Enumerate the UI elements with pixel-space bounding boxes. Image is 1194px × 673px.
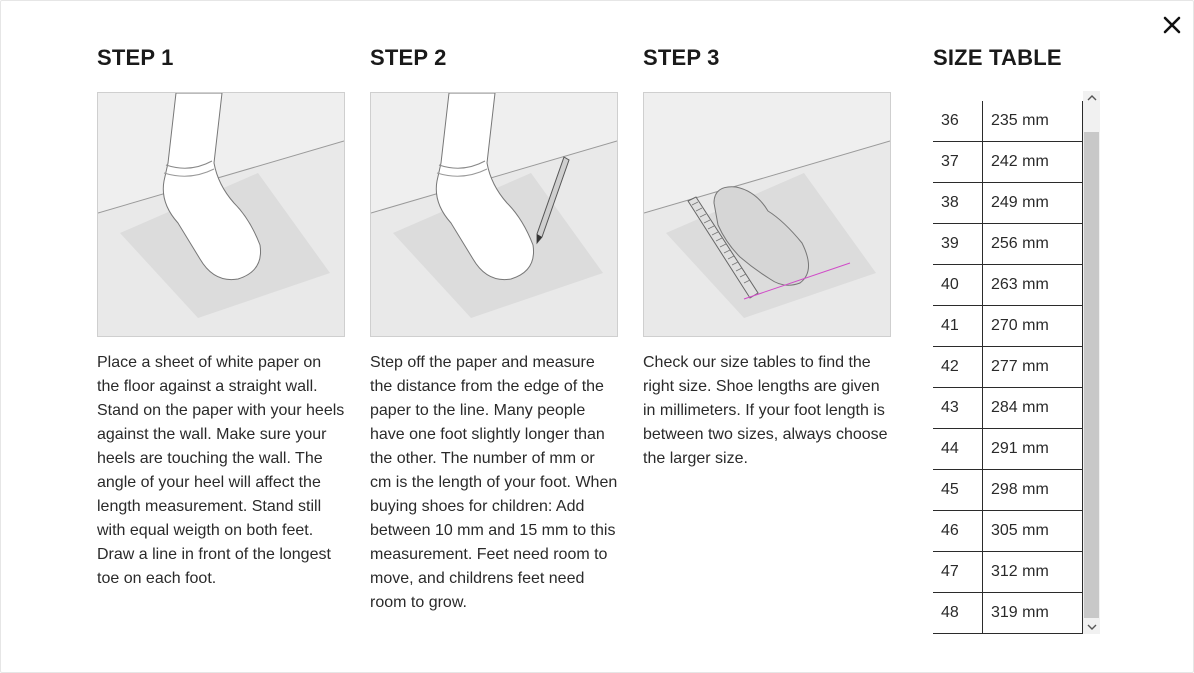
size-table-rows: [933, 101, 1083, 634]
table-row: [933, 306, 1083, 347]
step-3: [643, 43, 893, 467]
size-cell: 42: [933, 347, 983, 387]
length-cell: 263 mm: [983, 265, 1083, 305]
size-cell: 39: [933, 224, 983, 264]
step-3-illustration: [643, 92, 891, 337]
table-row: [933, 593, 1083, 634]
footprint-and-ruler-illustration: [644, 93, 890, 336]
step-2-description: Step off the paper and measure the distance from the edge of the paper to the line. Many people have one foot slightly longer than the other. The number of mm or cm is the length of your foot. When buying shoes for children: Add between 10 mm and 15 mm to this measurement. Feet need room to move, and childrens feet need room to grow.: [370, 354, 618, 611]
table-row: [933, 552, 1083, 593]
table-row: [933, 265, 1083, 306]
step-1-description: Place a sheet of white paper on the floor against a straight wall. Stand on the paper with your heels against the wall. Make sure your heels are touching the wall. The angle of your heel will affect the length measurement. Stand still with equal weigth on both feet. Draw a line in front of the longest toe on each foot.: [97, 354, 345, 587]
length-cell: 235 mm: [983, 101, 1083, 141]
step-1-illustration: [97, 92, 345, 337]
length-cell: 305 mm: [983, 511, 1083, 551]
size-table-scrollbar[interactable]: [1083, 91, 1100, 634]
table-row: [933, 511, 1083, 552]
table-row: [933, 101, 1083, 142]
chevron-up-icon: [1087, 94, 1097, 102]
size-cell: 47: [933, 552, 983, 592]
close-button[interactable]: [1159, 12, 1185, 38]
close-icon: [1162, 15, 1182, 35]
size-cell: 45: [933, 470, 983, 510]
scroll-down-button[interactable]: [1083, 620, 1100, 634]
chevron-down-icon: [1087, 623, 1097, 631]
table-row: [933, 470, 1083, 511]
length-cell: 270 mm: [983, 306, 1083, 346]
scroll-up-button[interactable]: [1083, 91, 1100, 105]
table-row: [933, 224, 1083, 265]
length-cell: 312 mm: [983, 552, 1083, 592]
size-table: [933, 91, 1101, 634]
foot-on-paper-illustration: [98, 93, 344, 336]
foot-and-pencil-illustration: [371, 93, 617, 336]
length-cell: 298 mm: [983, 470, 1083, 510]
table-row: [933, 429, 1083, 470]
table-row: [933, 183, 1083, 224]
size-cell: 38: [933, 183, 983, 223]
table-row: [933, 388, 1083, 429]
step-2-title: STEP 2: [370, 45, 447, 70]
size-cell: 43: [933, 388, 983, 428]
length-cell: 291 mm: [983, 429, 1083, 469]
step-3-description: Check our size tables to find the right size. Shoe lengths are given in millimeters. If your foot length is between two sizes, always choose the larger size.: [643, 354, 888, 467]
length-cell: 256 mm: [983, 224, 1083, 264]
step-2: [370, 43, 620, 611]
table-row: [933, 347, 1083, 388]
size-cell: 37: [933, 142, 983, 182]
size-cell: 46: [933, 511, 983, 551]
length-cell: 284 mm: [983, 388, 1083, 428]
step-1: [97, 43, 347, 587]
length-cell: 277 mm: [983, 347, 1083, 387]
length-cell: 249 mm: [983, 183, 1083, 223]
size-cell: 40: [933, 265, 983, 305]
step-3-title: STEP 3: [643, 45, 720, 70]
length-cell: 319 mm: [983, 593, 1083, 633]
length-cell: 242 mm: [983, 142, 1083, 182]
size-cell: 36: [933, 101, 983, 141]
step-2-illustration: [370, 92, 618, 337]
table-row: [933, 142, 1083, 183]
size-table-title: SIZE TABLE: [933, 45, 1062, 70]
size-cell: 41: [933, 306, 983, 346]
step-1-title: STEP 1: [97, 45, 174, 70]
size-cell: 44: [933, 429, 983, 469]
size-cell: 48: [933, 593, 983, 633]
scrollbar-thumb[interactable]: [1084, 132, 1099, 618]
